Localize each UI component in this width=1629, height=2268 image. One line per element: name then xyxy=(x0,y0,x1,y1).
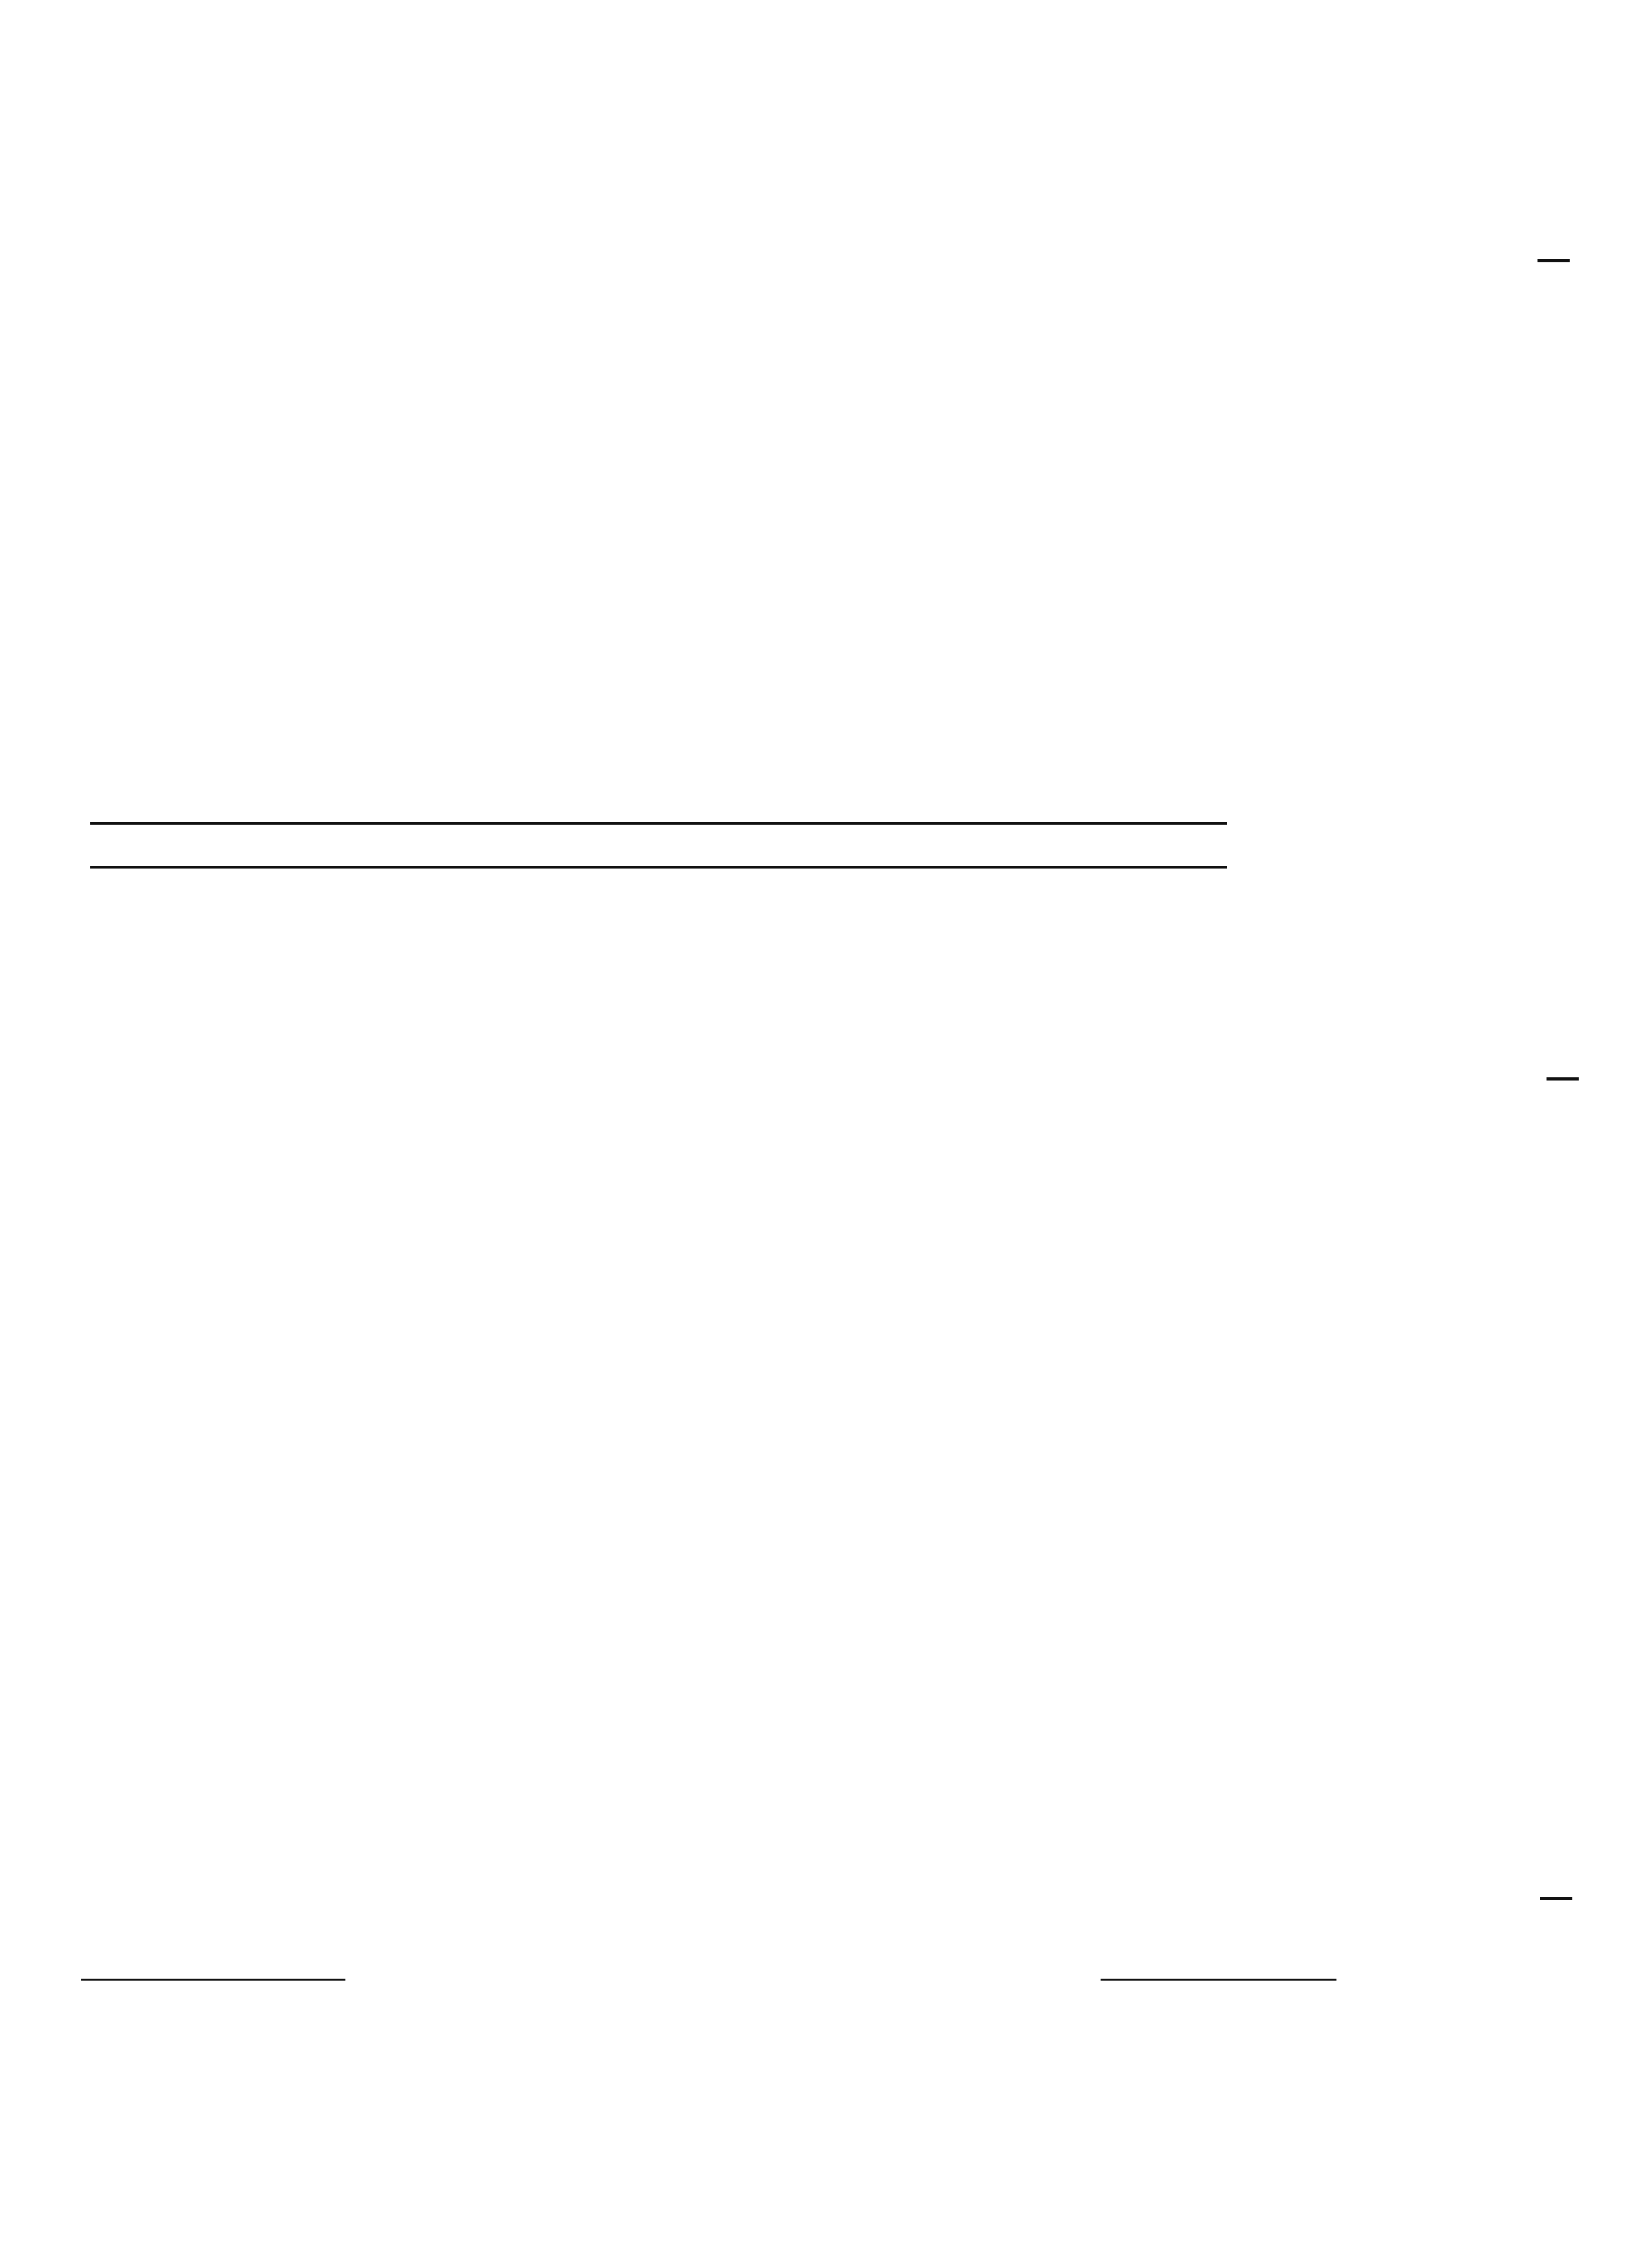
footer-rule-left xyxy=(320,1979,345,1981)
margin-mark xyxy=(1547,1077,1579,1081)
production-table-top-rule xyxy=(90,822,1227,825)
footer-rule-right xyxy=(1101,1979,1336,1981)
margin-mark xyxy=(1537,259,1570,262)
footer-rule-left-long xyxy=(81,1979,320,1981)
margin-mark xyxy=(1540,1897,1572,1900)
production-table-header-rule xyxy=(90,866,1227,869)
header-production-number xyxy=(142,198,153,327)
